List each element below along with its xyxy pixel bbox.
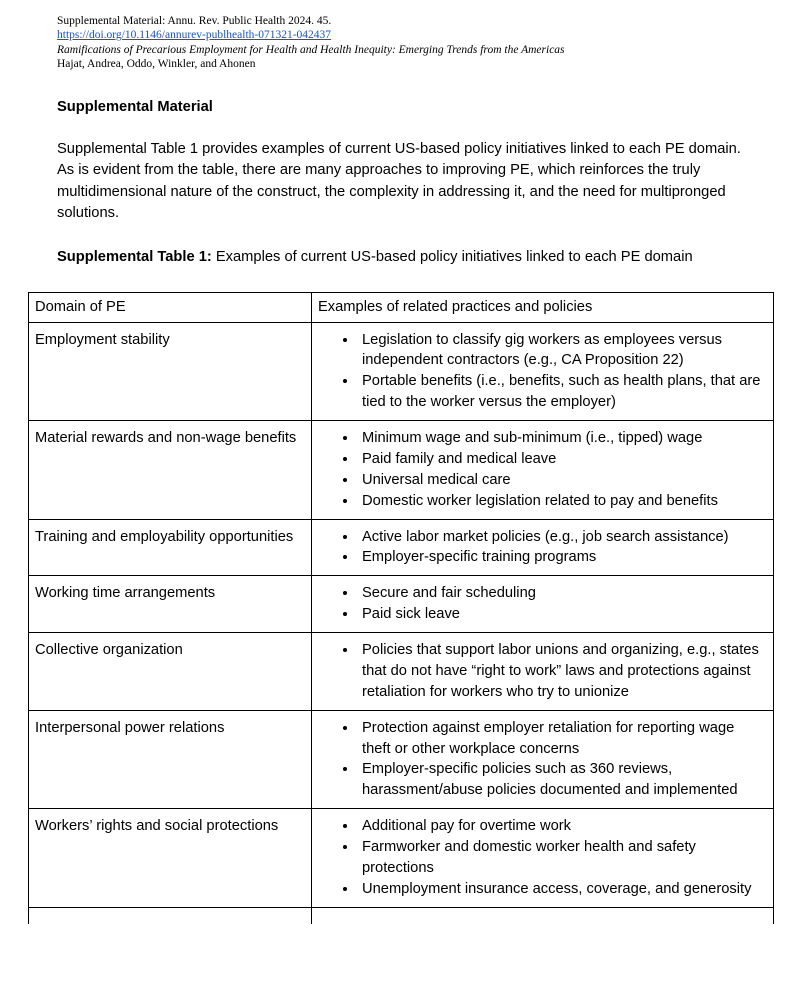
table-row — [29, 322, 774, 421]
table-row — [29, 710, 774, 809]
policy-list — [312, 583, 765, 625]
domain-cell: Interpersonal power relations — [29, 710, 312, 809]
table-caption-text: Examples of current US-based policy initiatives linked to each PE domain — [211, 249, 693, 266]
policy-item: • Unemployment insurance access, coverage, and generosity — [358, 879, 765, 900]
doi-link[interactable]: https://doi.org/10.1146/annurev-publhealth-071321-042437 — [57, 29, 332, 42]
examples-cell — [312, 576, 774, 633]
table-row — [29, 633, 774, 711]
policy-list — [312, 428, 765, 512]
policy-item: • Farmworker and domestic worker health and safety protections — [358, 837, 765, 879]
policy-item: • Universal medical care — [358, 470, 765, 491]
policy-item: • Paid family and medical leave — [358, 449, 765, 470]
table-caption-label: Supplemental Table 1: — [57, 249, 212, 266]
column-header-examples: Examples of related practices and policies — [312, 292, 774, 322]
policy-item: • Employer-specific policies such as 360 reviews, harassment/abuse policies documented and implemented — [358, 759, 765, 801]
table-caption — [57, 247, 744, 268]
domain-cell: Training and employability opportunities — [29, 519, 312, 576]
column-header-domain: Domain of PE — [29, 292, 312, 322]
intro-paragraph: Supplemental Table 1 provides examples of current US-based policy initiatives linked to each PE domain. As is evident from the table, there are many approaches to improving PE, which reinforces the truly multidimensional nature of the construct, the complexity in addressing it, and the need for multipronged solutions. — [57, 140, 741, 221]
domain-cell: Employment stability — [29, 322, 312, 421]
article-title: Ramifications of Precarious Employment for Health and Health Inequity: Emerging Trends from the Americas — [57, 43, 565, 56]
policy-item: • Active labor market policies (e.g., job search assistance) — [358, 527, 765, 548]
section-heading: Supplemental Material — [57, 98, 213, 115]
journal-citation-line: Supplemental Material: Annu. Rev. Public Health 2024. 45. — [57, 15, 332, 27]
policy-item: • Secure and fair scheduling — [358, 583, 765, 604]
domain-cell: Working time arrangements — [29, 576, 312, 633]
policy-item: • Employer-specific training programs — [358, 547, 765, 568]
table-row — [29, 421, 774, 520]
table-body-partial — [29, 907, 774, 924]
policy-item: • Legislation to classify gig workers as employees versus independent contractors (e.g., CA Proposition 22) — [358, 330, 765, 372]
examples-cell — [312, 710, 774, 809]
policy-list — [312, 640, 765, 703]
examples-cell — [312, 907, 774, 924]
partial-table-row — [29, 907, 774, 924]
domain-cell: Material rewards and non-wage benefits — [29, 421, 312, 520]
policy-item: • Paid sick leave — [358, 604, 765, 625]
domain-cell: Workers’ rights and social protections — [29, 809, 312, 908]
examples-cell — [312, 809, 774, 908]
table-row — [29, 519, 774, 576]
table-row — [29, 809, 774, 908]
policy-list — [312, 718, 765, 802]
examples-cell — [312, 421, 774, 520]
document-header — [57, 14, 744, 72]
domain-cell: Collective organization — [29, 633, 312, 711]
policy-item: • Policies that support labor unions and organizing, e.g., states that do not have “right to work” laws and protections against retaliation for workers who try to unionize — [358, 640, 765, 703]
policy-item: • Protection against employer retaliation for reporting wage theft or other workplace concerns — [358, 718, 765, 760]
table-header-row — [29, 292, 774, 322]
policy-item: • Portable benefits (i.e., benefits, such as health plans, that are tied to the worker versus the employer) — [358, 371, 765, 413]
policy-item: • Domestic worker legislation related to pay and benefits — [358, 491, 765, 512]
domain-cell — [29, 907, 312, 924]
policy-item: • Minimum wage and sub-minimum (i.e., tipped) wage — [358, 428, 765, 449]
policy-list — [312, 816, 765, 900]
policy-list — [312, 330, 765, 414]
table-body — [29, 322, 774, 907]
policy-item: • Additional pay for overtime work — [358, 816, 765, 837]
examples-cell — [312, 519, 774, 576]
policy-list — [312, 527, 765, 569]
table-row — [29, 576, 774, 633]
policy-table — [28, 292, 774, 925]
doi-line — [57, 28, 744, 42]
examples-cell — [312, 322, 774, 421]
examples-cell — [312, 633, 774, 711]
table-head — [29, 292, 774, 322]
authors-line: Hajat, Andrea, Oddo, Winkler, and Ahonen — [57, 58, 256, 71]
